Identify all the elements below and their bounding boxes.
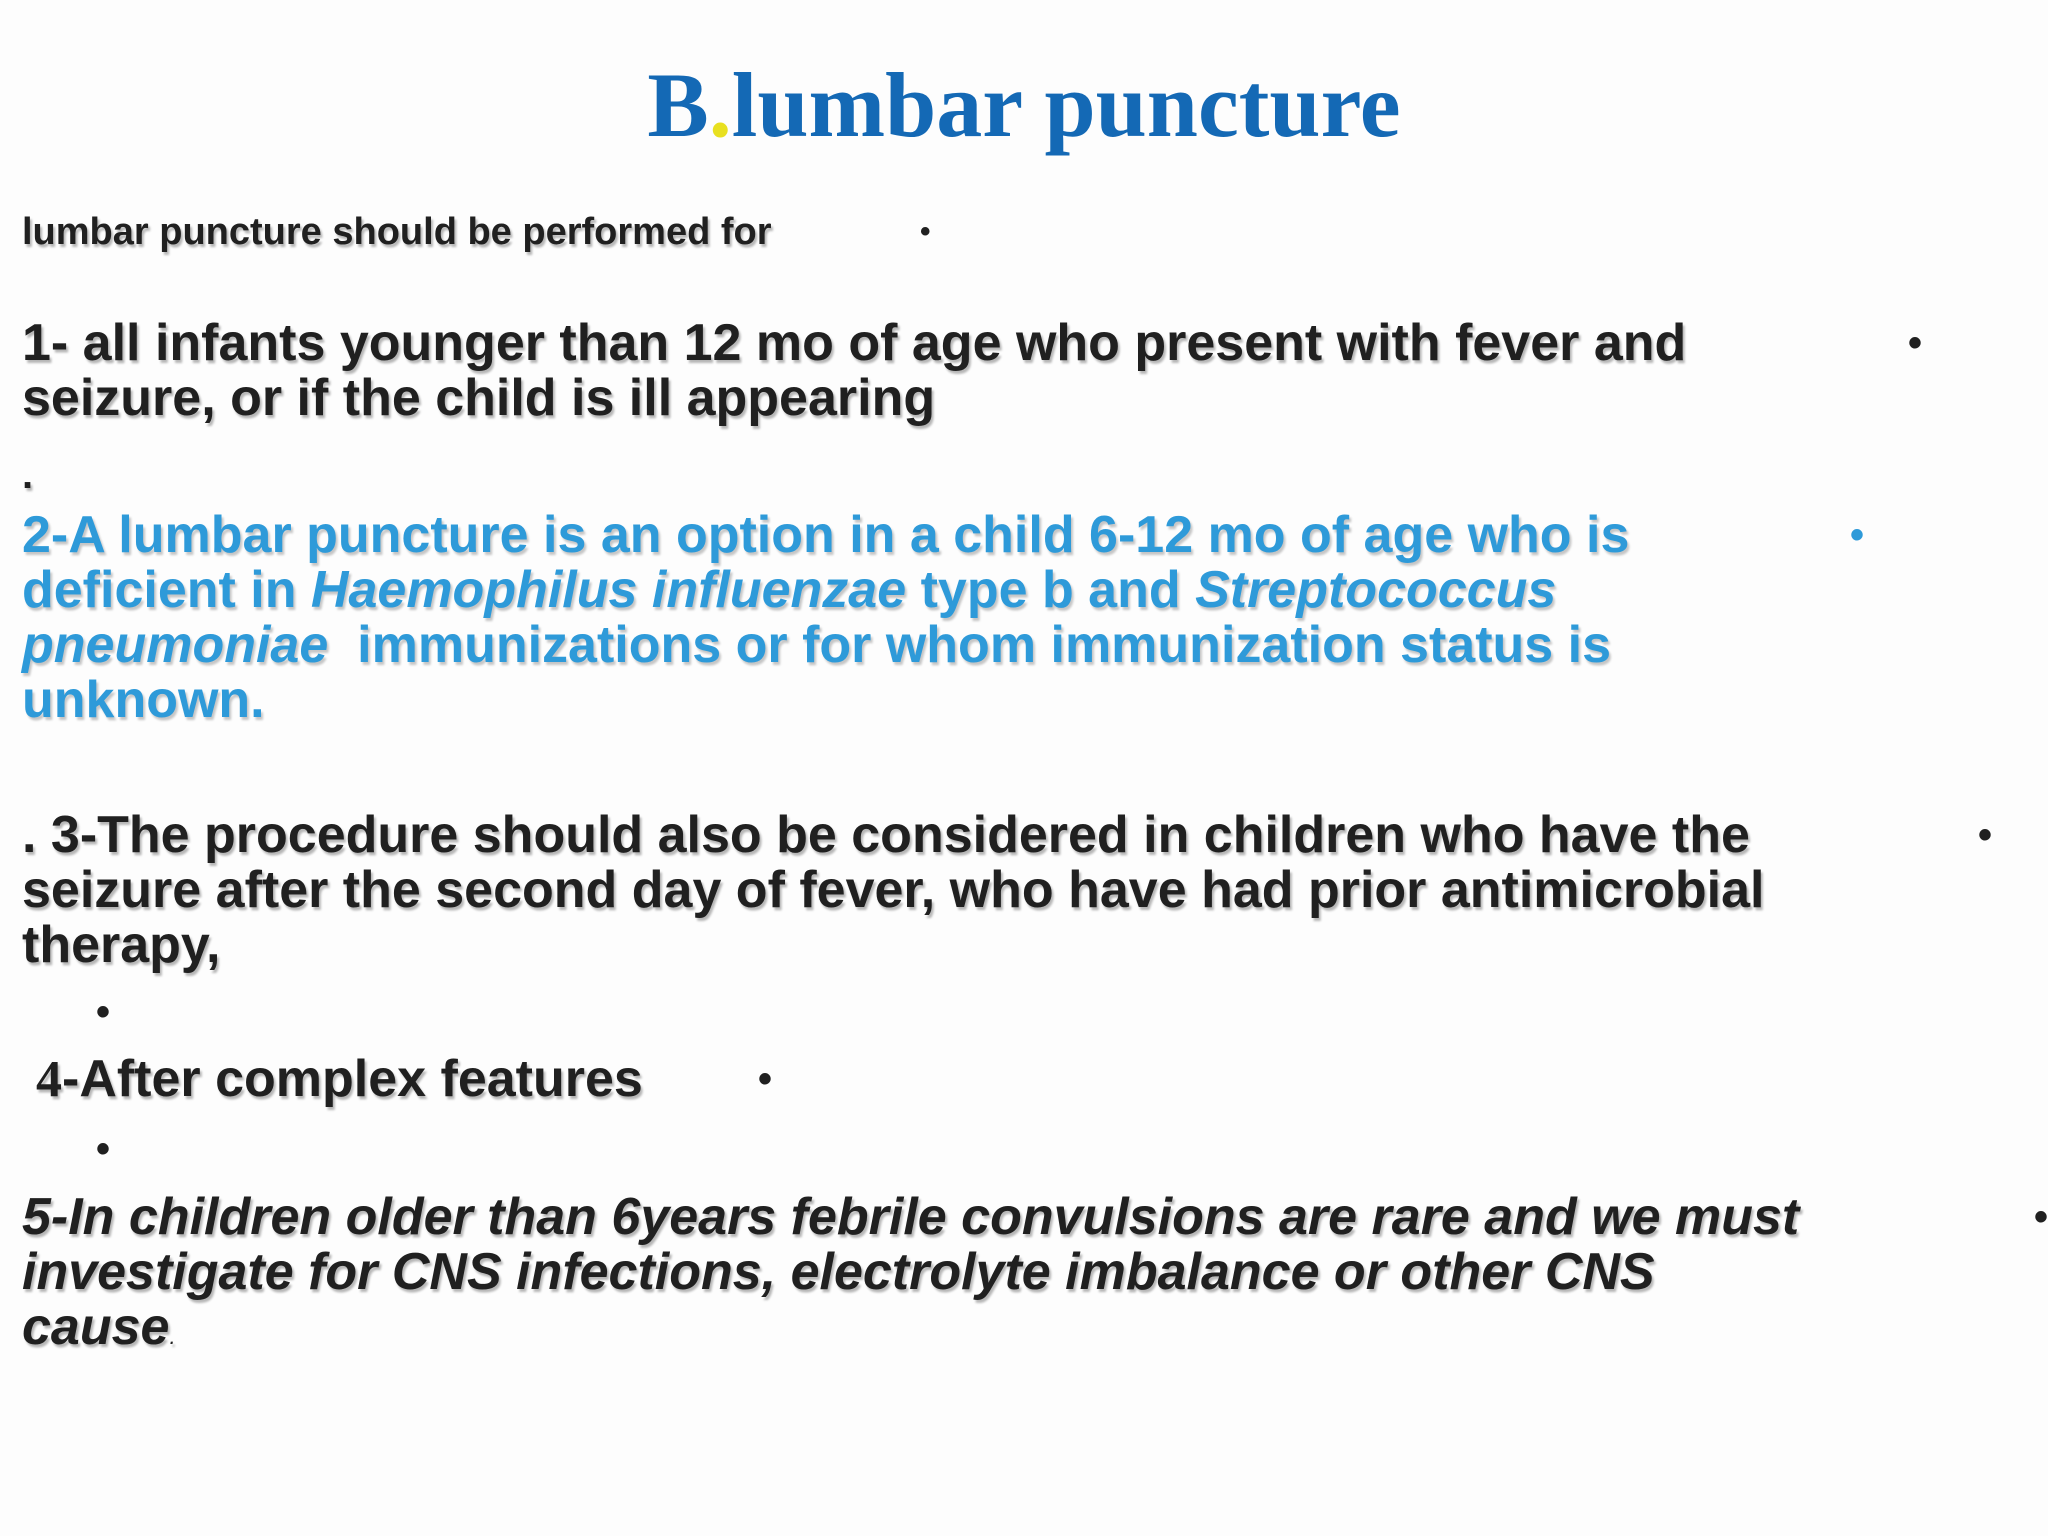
item-5-tail: . <box>169 1324 176 1349</box>
bullet-empty-1: • <box>96 990 111 1034</box>
item-4 <box>36 1052 643 1107</box>
separator-dot: . <box>22 453 34 497</box>
bullet-item-4: • <box>758 1057 773 1101</box>
item-5-cause: cause <box>22 1298 170 1356</box>
bullet-item-5: • <box>2034 1195 2048 1239</box>
item-1 <box>22 316 1686 426</box>
item-1-line-1: 1- all infants younger than 12 mo of age who present with fever and <box>22 314 1687 372</box>
bullet-item-3: • <box>1978 813 1993 857</box>
item-3-line-1: . 3-The procedure should also be considered in children who have the <box>22 806 1750 864</box>
item-2-line-4: unknown. <box>22 671 265 729</box>
title-main: lumbar puncture <box>731 54 1401 156</box>
bullet-empty-2: • <box>96 1127 111 1171</box>
item-5-line-3 <box>22 1300 1799 1364</box>
item-2-haemophilus: Haemophilus influenzae <box>310 561 907 619</box>
item-3 <box>22 808 1764 973</box>
item-2-text-a: deficient in <box>22 561 311 619</box>
item-2-line-1: 2-A lumbar puncture is an option in a child 6-12 mo of age who is <box>22 506 1630 564</box>
item-3-line-2: seizure after the second day of fever, who have had prior antimicrobial <box>22 861 1765 919</box>
item-2-line-3 <box>22 618 1629 673</box>
intro-text: lumbar puncture should be performed for <box>22 211 772 253</box>
item-2-streptococcus: Streptococcus <box>1195 561 1557 619</box>
title-dot: . <box>708 54 732 156</box>
item-2-pneumoniae: pneumoniae <box>22 616 329 674</box>
bullet-item-2: • <box>1850 513 1865 557</box>
item-5-line-1: 5-In children older than 6years febrile convulsions are rare and we must <box>22 1188 1800 1246</box>
item-4-text: -After complex features <box>62 1050 643 1108</box>
item-3-line-3: therapy, <box>22 916 221 974</box>
item-2 <box>22 508 1629 728</box>
slide-title <box>0 50 2048 160</box>
item-2-line-2 <box>22 563 1629 618</box>
bullet-item-1: • <box>1908 321 1923 365</box>
item-4-number: 4 <box>36 1051 62 1108</box>
bullet-intro: • <box>920 215 931 248</box>
item-1-line-2: seizure, or if the child is ill appearing <box>22 369 936 427</box>
item-5-line-2: investigate for CNS infections, electrolyte imbalance or other CNS <box>22 1243 1655 1301</box>
item-5 <box>22 1190 1799 1364</box>
item-2-text-immunizations: immunizations or for whom immunization status is <box>328 616 1612 674</box>
title-prefix: B <box>647 54 709 156</box>
item-2-text-c: type b and <box>906 561 1196 619</box>
